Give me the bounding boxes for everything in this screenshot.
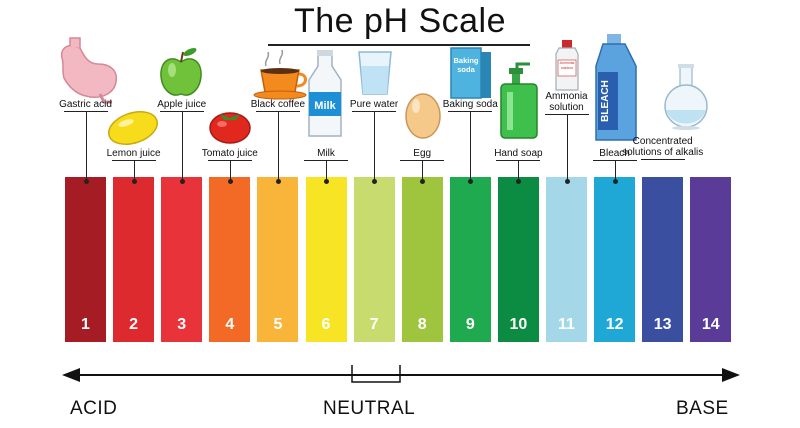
page-title: The pH Scale [294, 2, 506, 40]
ph-value-label: 2 [129, 316, 139, 333]
base-label: BASE [676, 398, 729, 419]
substance-label: Black coffee [250, 99, 306, 110]
substance-label: Lemon juice [106, 148, 161, 159]
ph-value-label: 12 [605, 316, 624, 333]
substance-label: Baking soda [442, 99, 498, 110]
ph-value-label: 10 [509, 316, 528, 333]
substance-label: Milk [317, 148, 335, 159]
neutral-bracket [352, 365, 400, 382]
substance-label: Concentrated solutions of alkalis [622, 136, 704, 158]
milk-label-text: Milk [314, 100, 336, 112]
ph-value-label: 1 [81, 316, 90, 333]
right-arrow-icon [722, 368, 740, 382]
substance-label: Apple juice [157, 99, 207, 110]
baking-soda-box-text: Baking soda [453, 56, 479, 74]
substance-label: Pure water [349, 99, 399, 110]
ph-value-label: 11 [558, 316, 575, 333]
ph-value-label: 9 [465, 316, 475, 333]
left-arrow-icon [62, 368, 80, 382]
ph-value-label: 14 [701, 316, 720, 333]
ph-value-label: 6 [321, 316, 331, 333]
substance-label: Hand soap [494, 148, 543, 159]
ph-value-label: 3 [177, 316, 187, 333]
substance-label: Gastric acid [59, 99, 112, 110]
substance-label: Tomato juice [201, 148, 258, 159]
substance-label: Bleach [599, 148, 630, 159]
neutral-label: NEUTRAL [323, 398, 416, 419]
bleach-label-text: BLEACH [600, 80, 611, 122]
ph-value-label: 4 [225, 316, 235, 333]
ph-value-label: 7 [369, 316, 379, 333]
ph-value-label: 8 [417, 316, 427, 333]
acid-label: ACID [70, 398, 118, 419]
ph-value-label: 5 [273, 316, 283, 333]
substance-label: Ammonia solution [545, 91, 588, 113]
ammonia-bottle-text: Ammonia solution [559, 61, 575, 70]
ph-value-label: 13 [653, 316, 672, 333]
substance-label: Egg [413, 148, 432, 159]
